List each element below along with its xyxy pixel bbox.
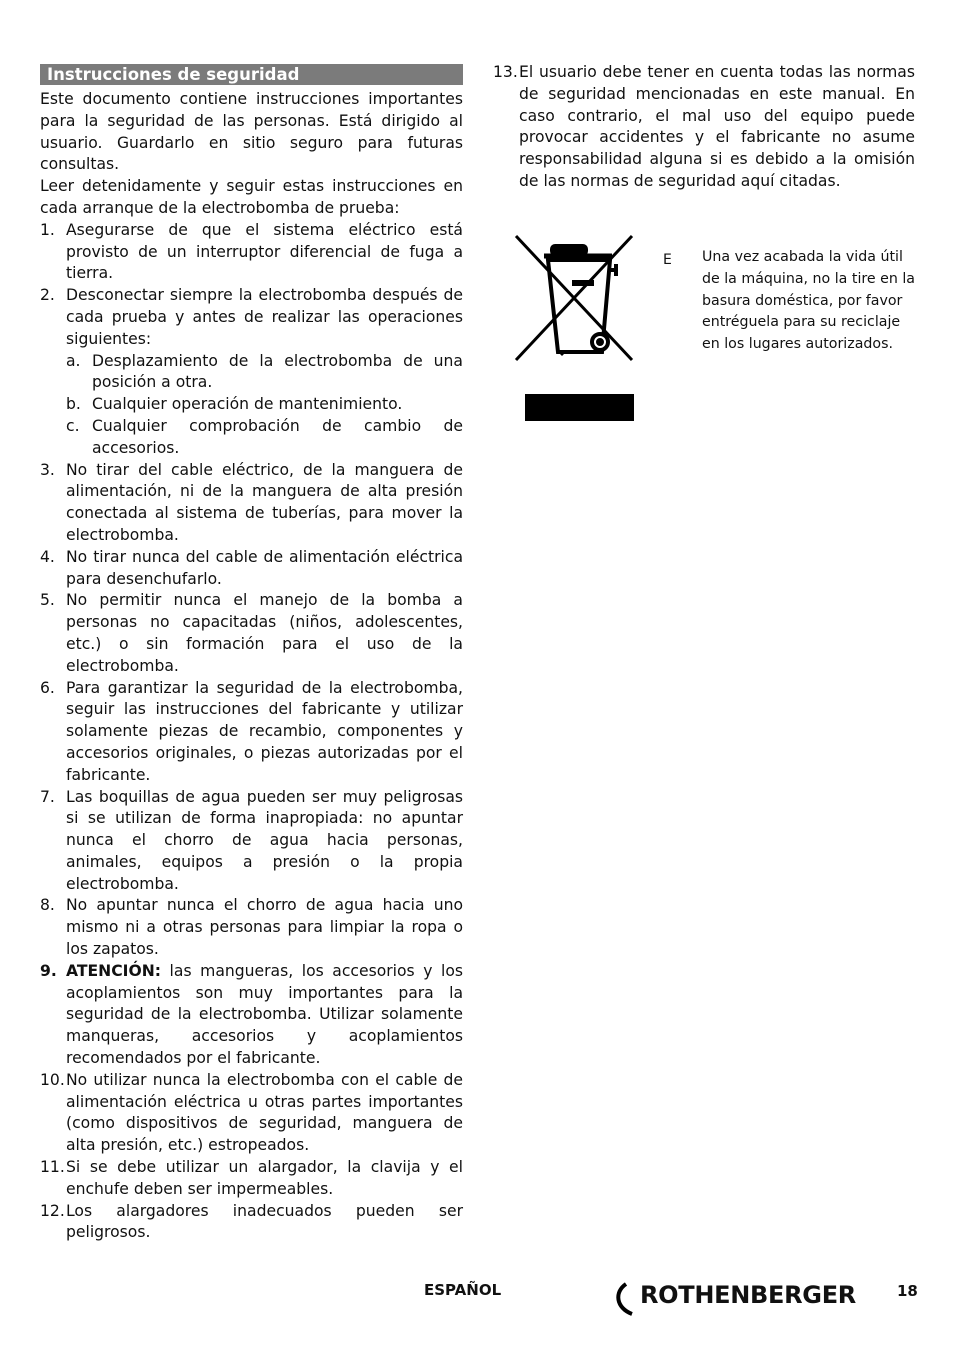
- item-number: 13.: [493, 63, 518, 81]
- footer-language: ESPAÑOL: [424, 1281, 502, 1299]
- item-number: 9.: [40, 961, 57, 980]
- item-text: No apuntar nunca el chorro de agua hacia uno mismo ni a otras personas para limpiar la ropa o los zapatos.: [66, 896, 463, 959]
- warning-label: ATENCIÓN:: [66, 961, 161, 980]
- list-item: [40, 547, 463, 591]
- sub-item-letter: c.: [66, 416, 80, 435]
- left-column: [40, 64, 463, 1244]
- item-text: Los alargadores inadecuados pueden ser peligrosos.: [66, 1201, 463, 1242]
- intro-paragraph-1: Este documento contiene instrucciones importantes para la seguridad de las personas. Está dirigido al usuario. Guardarlo en sitio seguro para futuras consultas.: [40, 90, 463, 174]
- item-number: 10.: [40, 1070, 65, 1089]
- item-text: No tirar nunca del cable de alimentación eléctrica para desenchufarlo.: [66, 547, 463, 588]
- weee-black-bar: [525, 394, 634, 421]
- item-number: 8.: [40, 896, 55, 915]
- list-item: [40, 1070, 463, 1157]
- page-number: 18: [897, 1282, 918, 1300]
- intro-paragraph-2: Leer detenidamente y seguir estas instrucciones en cada arranque de la electrobomba de prueba:: [40, 177, 463, 217]
- sub-item-letter: a.: [66, 351, 81, 370]
- item-number: 6.: [40, 678, 55, 697]
- item-text: No tirar del cable eléctrico, de la manguera de alimentación, ni de la manguera de alta presión conectada al sistema de tuberías, para mover la electrobomba.: [66, 460, 463, 544]
- item-text: No utilizar nunca la electrobomba con el cable de alimentación eléctrica u otras partes importantes (como dispositivos de seguridad, manguera de alta presión, etc.) estropeados.: [66, 1070, 463, 1155]
- list-item: [40, 787, 463, 896]
- disposal-country-letter: E: [663, 252, 672, 268]
- sub-list-item: [40, 351, 463, 395]
- list-item: [40, 1157, 463, 1201]
- item-number: 5.: [40, 591, 55, 610]
- sub-item-text: Cualquier operación de mantenimiento.: [92, 395, 403, 414]
- item-text: No permitir nunca el manejo de la bomba a personas no capacitadas (niños, adolescentes, etc.) o sin formación para el uso de la electrobomba.: [66, 591, 463, 675]
- item-text: Desconectar siempre la electrobomba después de cada prueba y antes de realizar las operaciones siguientes:: [66, 286, 463, 348]
- item-number: 11.: [40, 1158, 65, 1177]
- list-item: [40, 895, 463, 960]
- item-number: 1.: [40, 220, 55, 239]
- sub-item-text: Desplazamiento de la electrobomba de una posición a otra.: [92, 351, 463, 392]
- item-text: Para garantizar la seguridad de la electrobomba, seguir las instrucciones del fabricante y utilizar solamente piezas de recambio, componentes y accesorios originales, o piezas autorizadas por el fabricante.: [66, 678, 463, 784]
- list-item: [493, 62, 915, 193]
- item-text: Las boquillas de agua pueden ser muy peligrosas si se utilizan de forma inapropiada: no apuntar nunca el chorro de agua hacia personas, animales, equipos a presión o la propia electrobomba.: [66, 787, 463, 893]
- disposal-note: Una vez acabada la vida útil de la máquina, no la tire en la basura doméstica, por favor entréguela para su reciclaje en los lugares autorizados.: [702, 249, 916, 353]
- list-item: [40, 220, 463, 285]
- sub-item-text: Cualquier comprobación de cambio de accesorios.: [92, 416, 463, 457]
- brand-logo-text: ROTHENBERGER: [640, 1281, 856, 1309]
- right-column: [493, 62, 915, 193]
- sub-list-item: [40, 394, 463, 416]
- item-number: 7.: [40, 787, 55, 806]
- list-item: [40, 460, 463, 547]
- list-item: [40, 678, 463, 787]
- item-text: El usuario debe tener en cuenta todas las normas de seguridad mencionadas en este manual. En caso contrario, el mal uso del equipo puede provocar accidentes y el fabricante no asume responsabilidad alguna si es debido a la omisión de las normas de seguridad aquí citadas.: [519, 63, 915, 190]
- item-text: las mangueras, los accesorios y los acoplamientos son muy importantes para la seguridad de la electrobomba. Utilizar solamente manqueras, accesorios y acoplamientos recomendados por el fabricante.: [66, 961, 463, 1068]
- sub-list-item: [40, 416, 463, 460]
- list-item-warning: [40, 961, 463, 1070]
- item-text: Asegurarse de que el sistema eléctrico está provisto de un interruptor diferencial de fuga a tierra.: [66, 220, 463, 283]
- item-number: 12.: [40, 1201, 65, 1220]
- list-item: [40, 285, 463, 350]
- item-number: 3.: [40, 460, 55, 479]
- sub-item-letter: b.: [66, 395, 81, 414]
- item-number: 2.: [40, 286, 55, 305]
- item-text: Si se debe utilizar un alargador, la clavija y el enchufe deben ser impermeables.: [66, 1158, 463, 1198]
- list-item: [40, 590, 463, 677]
- list-item: [40, 1201, 463, 1245]
- item-number: 4.: [40, 547, 55, 566]
- section-heading: Instrucciones de seguridad: [40, 64, 463, 85]
